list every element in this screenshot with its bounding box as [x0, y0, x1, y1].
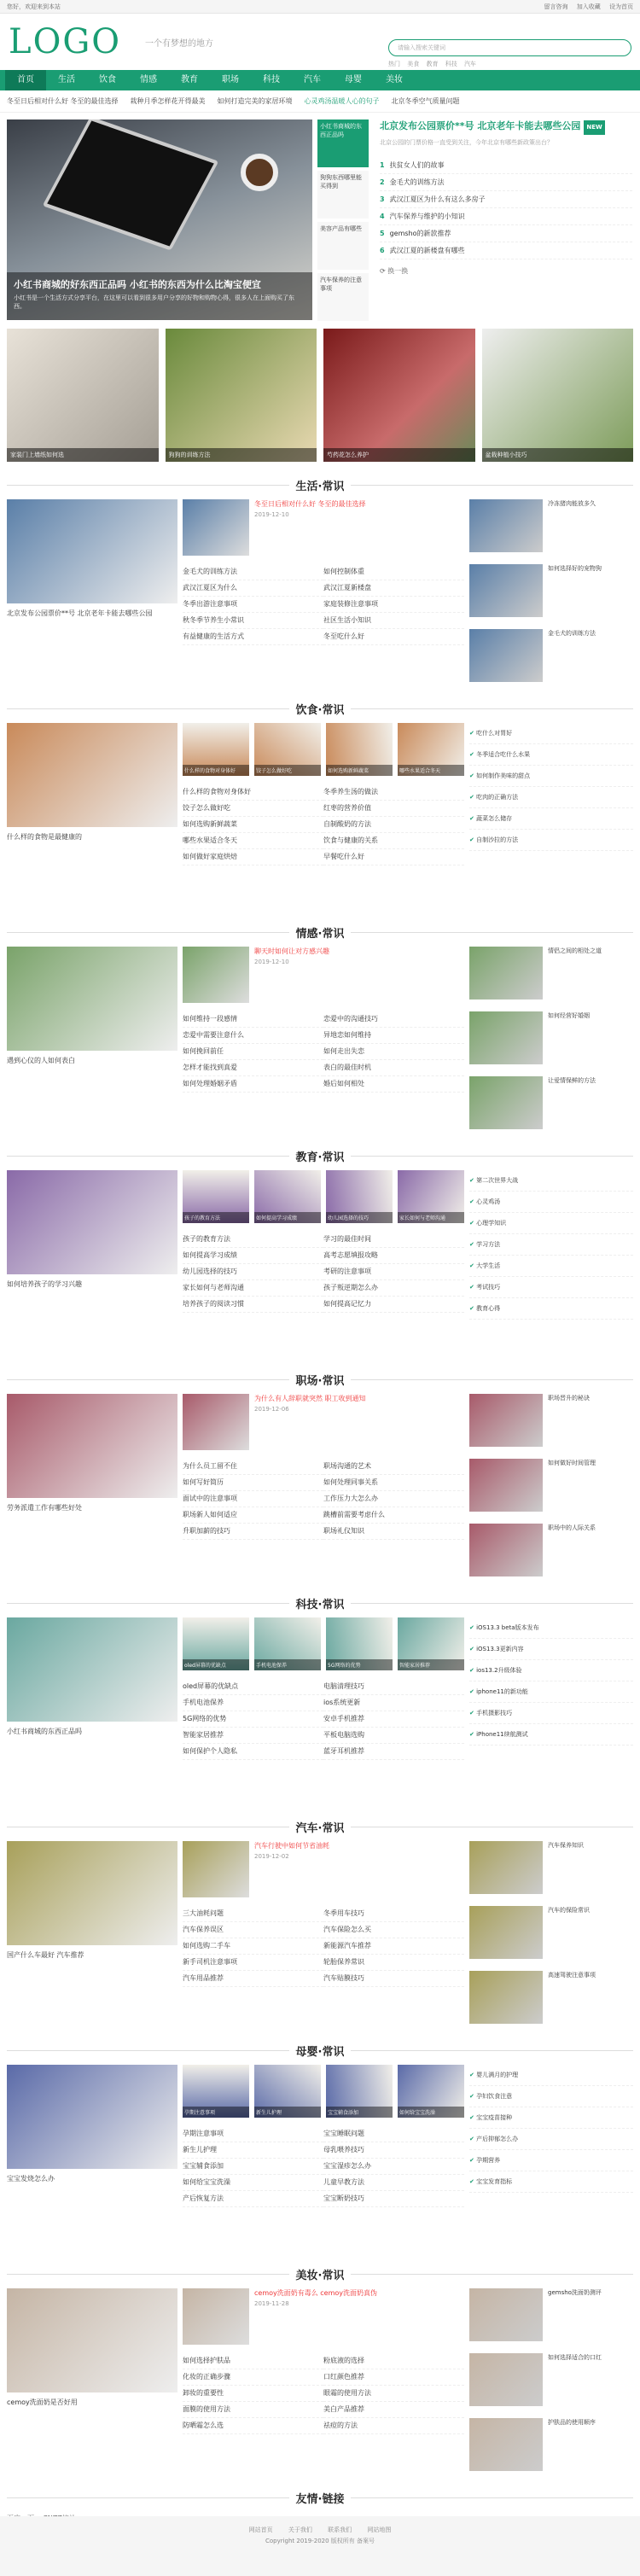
list-item[interactable]: 自制酸奶的方法: [323, 817, 464, 833]
list-item[interactable]: 如何保护个人隐私: [183, 1744, 323, 1760]
list-item[interactable]: 冬季养生汤的做法: [323, 784, 464, 801]
grid-image[interactable]: 新生儿护理: [254, 2065, 321, 2118]
list-item[interactable]: 安卓手机推荐: [323, 1711, 464, 1728]
list-item[interactable]: ✔ iphone11的新功能: [469, 1681, 633, 1703]
list-item[interactable]: ✔ 自制沙拉的方法: [469, 830, 633, 851]
list-item[interactable]: ✔ 孕妇饮食注意: [469, 2086, 633, 2107]
grid-image[interactable]: 智能家居推荐: [398, 1617, 464, 1670]
header: [0, 14, 640, 70]
list-item[interactable]: 如何选购新鲜蔬菜: [183, 817, 323, 833]
nav-item[interactable]: 生活: [58, 75, 75, 85]
side-item[interactable]: 汽车保养的注意事项: [317, 273, 369, 321]
section-main: [183, 1841, 464, 1987]
list-item[interactable]: 化妆的正确步骤: [183, 2369, 323, 2386]
list-item[interactable]: 如何给宝宝洗澡: [183, 2175, 323, 2191]
list-item[interactable]: ✔ 宝宝疫苗接种: [469, 2107, 633, 2129]
list-item[interactable]: 孩子叛逆期怎么办: [323, 1280, 464, 1297]
section-block: [0, 1394, 640, 1588]
side-card[interactable]: 冷冻猪肉能放多久: [469, 499, 633, 559]
hot-keyword[interactable]: 教育: [426, 61, 439, 67]
site-subtitle: 一个有梦想的地方: [145, 39, 213, 49]
list-item[interactable]: ✔ 如何制作美味的甜点: [469, 766, 633, 787]
section-side: [469, 499, 633, 694]
list-item[interactable]: 哪些水果适合冬天: [183, 833, 323, 849]
list-item[interactable]: 怎样才能找到真爱: [183, 1060, 323, 1076]
footer-link[interactable]: 关于我们: [288, 2526, 312, 2533]
list-item[interactable]: ✔ 蔬菜怎么储存: [469, 808, 633, 830]
headline-title[interactable]: 北京发布公园票价**号 北京老年卡能去哪些公园: [380, 120, 581, 131]
section-block: [0, 947, 640, 1141]
section-title: 母婴·常识: [0, 2041, 640, 2060]
section-main: [183, 1394, 464, 1540]
grid-image[interactable]: 如何给宝宝洗澡: [398, 2065, 464, 2118]
refresh-button[interactable]: ⟳ 换一换: [380, 267, 409, 275]
list-item[interactable]: 5 gemsho的新款推荐: [380, 225, 632, 242]
list-item[interactable]: 卸妆的重要性: [183, 2386, 323, 2402]
section-side: [469, 2065, 633, 2193]
section-block: [0, 1617, 640, 1812]
article-list: [183, 1232, 323, 1313]
list-item[interactable]: ✔ 吃什么对胃好: [469, 723, 633, 744]
copyright: Copyright 2019-2020 版权所有 备案号: [265, 2538, 375, 2544]
ticker-item[interactable]: 北京冬季空气质量问题: [391, 97, 460, 105]
list-item[interactable]: ✔ iPhone11续航测试: [469, 1724, 633, 1746]
list-item[interactable]: 红枣的营养价值: [323, 801, 464, 817]
section-side: [469, 1170, 633, 1320]
list-item[interactable]: ✔ 第二次世界大战: [469, 1170, 633, 1192]
list-item[interactable]: 培养孩子的阅读习惯: [183, 1297, 323, 1313]
side-card[interactable]: 职场中的人际关系: [469, 1524, 633, 1583]
side-card[interactable]: 职场晋升的秘诀: [469, 1394, 633, 1454]
lead-card[interactable]: 如何培养孩子的学习兴趣: [7, 1170, 177, 1289]
article-list: [323, 1232, 464, 1313]
list-item[interactable]: 新生儿护理: [183, 2142, 323, 2159]
banner-desc: 小红书是一个生活方式分享平台，在这里可以看到很多用户分享的好物和购物心得，很多人在上面购买了东西。: [14, 294, 294, 310]
list-item[interactable]: 3 武汉江夏区为什么有这么多房子: [380, 191, 632, 208]
section-title: 饮食·常识: [0, 699, 640, 718]
section-main: [183, 1617, 464, 1760]
list-item[interactable]: 三大油耗问题: [183, 1906, 323, 1922]
lead-card[interactable]: 小红书商城的东西正品吗: [7, 1617, 177, 1736]
headline-list: [380, 157, 632, 259]
section-block: [0, 499, 640, 694]
list-item[interactable]: 工作压力大怎么办: [323, 1491, 464, 1507]
list-item[interactable]: 轮胎保养常识: [323, 1955, 464, 1971]
section-side: [469, 1617, 633, 1746]
banner: [0, 119, 640, 320]
hot-keyword[interactable]: 热门: [388, 61, 400, 67]
nav-item[interactable]: 饮食: [99, 75, 116, 85]
list-item[interactable]: 异地恋如何维持: [323, 1028, 464, 1044]
list-item[interactable]: 母乳喂养技巧: [323, 2142, 464, 2159]
list-item[interactable]: 学习的最佳时间: [323, 1232, 464, 1248]
ticker-item[interactable]: 栽种月季怎样花开得最美: [130, 97, 206, 105]
section-title: 汽车·常识: [0, 1817, 640, 1836]
list-item[interactable]: 眼霜的使用方法: [323, 2386, 464, 2402]
section-title: 情感·常识: [0, 923, 640, 941]
footer-link[interactable]: 网站首页: [248, 2526, 273, 2533]
list-item[interactable]: ✔ 学习方法: [469, 1234, 633, 1256]
section-main: [183, 499, 464, 645]
list-item[interactable]: ✔ 考试技巧: [469, 1277, 633, 1298]
list-item[interactable]: 1 扶贫女人们的故事: [380, 157, 632, 174]
section-main: [183, 1170, 464, 1313]
list-item[interactable]: 如何选购二手车: [183, 1938, 323, 1955]
grid-image[interactable]: 5G网络的优势: [326, 1617, 393, 1670]
list-item[interactable]: 新能源汽车推荐: [323, 1938, 464, 1955]
list-item[interactable]: 如何处理婚姻矛盾: [183, 1076, 323, 1093]
list-item[interactable]: ios系统更新: [323, 1695, 464, 1711]
list-item[interactable]: 金毛犬的训练方法: [183, 564, 323, 580]
list-item[interactable]: 如何选择护肤品: [183, 2353, 323, 2369]
list-item[interactable]: 考研的注意事项: [323, 1264, 464, 1280]
feature-item[interactable]: cemoy洗面奶有毒么 cemoy洗面奶真伪 2019-11-28: [183, 2288, 464, 2345]
section-title: 美妆·常识: [0, 2264, 640, 2283]
lead-card[interactable]: 国产什么车最好 汽车推荐: [7, 1841, 177, 1960]
main-nav: [0, 70, 640, 90]
section-block: [0, 1841, 640, 2036]
image-grid: [183, 1617, 464, 1670]
laptop-image: [43, 119, 219, 251]
list-item[interactable]: 宝宝睡眠问题: [323, 2126, 464, 2142]
welcome-text: 您好，欢迎来到本站: [7, 3, 61, 10]
side-card[interactable]: 护肤品的使用顺序: [469, 2418, 633, 2478]
section-side: [469, 1394, 633, 1588]
grid-image[interactable]: 孩子的教育方法: [183, 1170, 249, 1223]
list-item[interactable]: 蓝牙耳机推荐: [323, 1744, 464, 1760]
grid-image[interactable]: 如何提高学习成绩: [254, 1170, 321, 1223]
article-list: [183, 784, 323, 865]
feature-item[interactable]: 冬至日后相对什么好 冬至的最佳选择 2019-12-10: [183, 499, 464, 556]
footer-link[interactable]: 网站地图: [367, 2526, 392, 2533]
section-title: 教育·常识: [0, 1146, 640, 1165]
headline-panel: [380, 119, 632, 276]
list-item[interactable]: ✔ 孕期营养: [469, 2150, 633, 2171]
list-item[interactable]: 粉底液的选择: [323, 2353, 464, 2369]
list-item[interactable]: 职场礼仪知识: [323, 1524, 464, 1540]
ticker-item[interactable]: 冬至日后相对什么好 冬至的最佳选择: [7, 97, 119, 105]
section-block: [0, 723, 640, 918]
list-item[interactable]: 如何走出失恋: [323, 1044, 464, 1060]
thumb-row: [0, 320, 640, 470]
article-list: [323, 784, 464, 865]
article-list: [323, 1906, 464, 1987]
nav-item-home[interactable]: 首页: [5, 70, 46, 90]
list-item[interactable]: 口红颜色推荐: [323, 2369, 464, 2386]
list-item[interactable]: ✔ 产后抑郁怎么办: [469, 2129, 633, 2150]
section-title: 科技·常识: [0, 1594, 640, 1612]
side-card[interactable]: 如何选择好的宠物狗: [469, 564, 633, 624]
list-item[interactable]: 汽车保养误区: [183, 1922, 323, 1938]
nav-item[interactable]: 职场: [222, 75, 239, 85]
article-list: [183, 564, 323, 645]
article-list: [183, 1459, 323, 1540]
list-item[interactable]: ✔ 心理学知识: [469, 1213, 633, 1234]
list-item[interactable]: 5G网络的优势: [183, 1711, 323, 1728]
list-item[interactable]: 平板电脑选购: [323, 1728, 464, 1744]
side-item[interactable]: 狗狗东西哪里能买得到: [317, 171, 369, 219]
footer-link[interactable]: 联系我们: [328, 2526, 352, 2533]
lead-card[interactable]: 宝宝发烧怎么办: [7, 2065, 177, 2183]
list-item[interactable]: ✔ 心灵鸡汤: [469, 1192, 633, 1213]
grid-image[interactable]: 哪些水果适合冬天: [398, 723, 464, 776]
list-item[interactable]: ✔ 婴儿满月的护理: [469, 2065, 633, 2086]
nav-item[interactable]: 母婴: [345, 75, 362, 85]
list-item[interactable]: 升职加薪的技巧: [183, 1524, 323, 1540]
side-card[interactable]: 情侣之间的相处之道: [469, 947, 633, 1006]
list-item[interactable]: 如何提高学习成绩: [183, 1248, 323, 1264]
list-item[interactable]: 孩子的教育方法: [183, 1232, 323, 1248]
list-item[interactable]: 武汉江夏新楼盘: [323, 580, 464, 597]
side-card[interactable]: 如何经营好婚姻: [469, 1011, 633, 1071]
thumb-card[interactable]: 家装门上墙纸如何选: [7, 329, 159, 462]
side-item[interactable]: 小红书商城的东西正品吗: [317, 119, 369, 167]
list-item[interactable]: 恋爱中的沟通技巧: [323, 1011, 464, 1028]
ticker-item[interactable]: 心灵鸡汤温暖人心的句子: [304, 97, 380, 105]
list-item[interactable]: oled屏幕的优缺点: [183, 1679, 323, 1695]
hot-keywords: [388, 60, 481, 68]
article-list: [183, 2353, 323, 2434]
section-side: [469, 723, 633, 851]
side-card[interactable]: 汽车的保险常识: [469, 1906, 633, 1966]
banner-image[interactable]: [7, 119, 312, 320]
lead-card[interactable]: 北京发布公园票价**号 北京老年卡能去哪些公园: [7, 499, 177, 618]
grid-image[interactable]: 家长如何与老师沟通: [398, 1170, 464, 1223]
article-list: [323, 2126, 464, 2207]
list-item[interactable]: 秋冬季节养生小常识: [183, 613, 323, 629]
grid-image[interactable]: 如何选购新鲜蔬菜: [326, 723, 393, 776]
list-item[interactable]: 智能家居推荐: [183, 1728, 323, 1744]
feature-item[interactable]: 为什么有人辞职就突然 职工收到通知 2019-12-06: [183, 1394, 464, 1450]
list-item[interactable]: ✔ 宝宝发育指标: [469, 2171, 633, 2193]
list-item[interactable]: 饮食与健康的关系: [323, 833, 464, 849]
article-list: [183, 2126, 323, 2207]
side-card[interactable]: 汽车保养知识: [469, 1841, 633, 1901]
nav-item[interactable]: 科技: [263, 75, 280, 85]
list-item[interactable]: 2 金毛犬的训练方法: [380, 174, 632, 191]
coffee-image: [241, 154, 278, 191]
list-item[interactable]: 冬季用车技巧: [323, 1906, 464, 1922]
article-list: [323, 2353, 464, 2434]
section-side: [469, 2288, 633, 2483]
list-item[interactable]: 如何写好简历: [183, 1475, 323, 1491]
list-item[interactable]: 如何做好家庭烘焙: [183, 849, 323, 865]
side-card[interactable]: gemsho洗面奶测评: [469, 2288, 633, 2348]
grid-image[interactable]: 宝宝辅食添加: [326, 2065, 393, 2118]
section-block: [0, 2288, 640, 2483]
grid-image[interactable]: 幼儿园选择的技巧: [326, 1170, 393, 1223]
list-item[interactable]: 为什么员工留不住: [183, 1459, 323, 1475]
list-item[interactable]: 武汉江夏区为什么: [183, 580, 323, 597]
list-item[interactable]: ✔ 教育心得: [469, 1298, 633, 1320]
list-item[interactable]: 跳槽前需要考虑什么: [323, 1507, 464, 1524]
friends-title: 友情·链接: [0, 2488, 640, 2507]
section-block: [0, 2065, 640, 2259]
list-item[interactable]: 6 武汉江夏的新楼盘有哪些: [380, 242, 632, 259]
list-item[interactable]: 防晒霜怎么选: [183, 2418, 323, 2434]
list-item[interactable]: 职场沟通的艺术: [323, 1459, 464, 1475]
side-card[interactable]: 如何选择适合的口红: [469, 2353, 633, 2413]
lead-card[interactable]: 遇到心仪的人如何表白: [7, 947, 177, 1065]
list-item[interactable]: ✔ 手机摄影技巧: [469, 1703, 633, 1724]
headline-desc: 北京公园的门票价格一直受到关注，今年北京有哪些新政策出台？: [380, 139, 553, 146]
list-item[interactable]: 汽车保险怎么买: [323, 1922, 464, 1938]
banner-caption: [7, 272, 312, 320]
banner-side: [317, 119, 369, 324]
list-item[interactable]: 冬季出游注意事项: [183, 597, 323, 613]
top-link[interactable]: 留言咨询: [544, 3, 568, 10]
list-item[interactable]: 美白产品推荐: [323, 2402, 464, 2418]
side-card[interactable]: 如何做好时间管理: [469, 1459, 633, 1518]
list-item[interactable]: 电脑清理技巧: [323, 1679, 464, 1695]
list-item[interactable]: 如何处理同事关系: [323, 1475, 464, 1491]
article-list: [323, 564, 464, 645]
list-item[interactable]: 孕期注意事项: [183, 2126, 323, 2142]
top-bar: [0, 0, 640, 14]
section-main: [183, 723, 464, 865]
lead-card[interactable]: 劳务派遣工作有哪些好处: [7, 1394, 177, 1512]
image-grid: [183, 1170, 464, 1223]
thumb-card[interactable]: 芍药花怎么养护: [323, 329, 475, 462]
list-item[interactable]: 幼儿园选择的技巧: [183, 1264, 323, 1280]
list-item[interactable]: 手机电池保养: [183, 1695, 323, 1711]
list-item[interactable]: 汽车贴膜技巧: [323, 1971, 464, 1987]
search-input[interactable]: 请输入搜索关键词: [388, 39, 631, 56]
news-ticker: [0, 90, 640, 113]
section-main: [183, 947, 464, 1093]
list-item[interactable]: ✔ 吃肉的正确方法: [469, 787, 633, 808]
section-block: [0, 1170, 640, 1365]
logo[interactable]: LOGO: [9, 22, 122, 61]
banner-title[interactable]: 小红书商城的好东西正品吗 小红书的东西为什么比淘宝便宜: [14, 279, 261, 290]
feature-item[interactable]: 汽车行驶中如何节省油耗 2019-12-02: [183, 1841, 464, 1897]
list-item[interactable]: ✔ 大学生活: [469, 1256, 633, 1277]
list-item[interactable]: 恋爱中需要注意什么: [183, 1028, 323, 1044]
list-item[interactable]: 产后恢复方法: [183, 2191, 323, 2207]
article-list: [323, 1459, 464, 1540]
list-item[interactable]: ✔ iOS13.3 beta版本发布: [469, 1617, 633, 1639]
list-item[interactable]: 什么样的食物对身体好: [183, 784, 323, 801]
new-badge: NEW: [584, 120, 604, 135]
list-item[interactable]: 冬至吃什么好: [323, 629, 464, 645]
thumb-card[interactable]: 盆栽种植小技巧: [482, 329, 634, 462]
section-main: [183, 2065, 464, 2207]
lead-card[interactable]: 什么样的食物是最健康的: [7, 723, 177, 842]
list-item[interactable]: 如何挽回前任: [183, 1044, 323, 1060]
list-item[interactable]: 家长如何与老师沟通: [183, 1280, 323, 1297]
ticker-item[interactable]: 如何打造完美的家居环境: [217, 97, 293, 105]
feature-item[interactable]: 聊天时如何让对方感兴趣 2019-12-10: [183, 947, 464, 1003]
grid-image[interactable]: 什么样的食物对身体好: [183, 723, 249, 776]
grid-image[interactable]: 孕期注意事项: [183, 2065, 249, 2118]
footer: [0, 2516, 640, 2576]
list-item[interactable]: 新手司机注意事项: [183, 1955, 323, 1971]
list-item[interactable]: 4 汽车保养与维护的小知识: [380, 208, 632, 225]
image-grid: [183, 2065, 464, 2118]
article-list: [183, 1679, 323, 1760]
list-item[interactable]: ✔ iOS13.3更新内容: [469, 1639, 633, 1660]
hot-keyword[interactable]: 汽车: [463, 61, 476, 67]
hot-keyword[interactable]: 科技: [445, 61, 457, 67]
nav-item[interactable]: 美妆: [386, 75, 403, 85]
section-side: [469, 947, 633, 1141]
article-list: [183, 1011, 323, 1093]
nav-item[interactable]: 汽车: [304, 75, 321, 85]
grid-image[interactable]: oled屏幕的优缺点: [183, 1617, 249, 1670]
side-item[interactable]: 美容产品有哪些: [317, 222, 369, 270]
grid-image[interactable]: 手机电池保养: [254, 1617, 321, 1670]
list-item[interactable]: 饺子怎么做好吃: [183, 801, 323, 817]
grid-image[interactable]: 饺子怎么做好吃: [254, 723, 321, 776]
section-title: 生活·常识: [0, 475, 640, 494]
side-card[interactable]: 金毛犬的训练方法: [469, 629, 633, 689]
section-title: 职场·常识: [0, 1370, 640, 1389]
thumb-card[interactable]: 狗狗的训练方法: [166, 329, 317, 462]
top-link[interactable]: 设为首页: [609, 3, 633, 10]
section-side: [469, 1841, 633, 2036]
list-item[interactable]: 如何控制体重: [323, 564, 464, 580]
list-item[interactable]: 婚后如何相处: [323, 1076, 464, 1093]
nav-item[interactable]: 情感: [140, 75, 157, 85]
list-item[interactable]: 职场新人如何适应: [183, 1507, 323, 1524]
list-item[interactable]: ✔ 冬季适合吃什么水果: [469, 744, 633, 766]
list-item[interactable]: 家庭装修注意事项: [323, 597, 464, 613]
article-list: [323, 1679, 464, 1760]
side-card[interactable]: 高速驾驶注意事项: [469, 1971, 633, 2031]
top-link[interactable]: 加入收藏: [576, 3, 601, 10]
list-item[interactable]: 宝宝湿疹怎么办: [323, 2159, 464, 2175]
list-item[interactable]: 面膜的使用方法: [183, 2402, 323, 2418]
list-item[interactable]: 社区生活小知识: [323, 613, 464, 629]
lead-card[interactable]: cemoy洗面奶是否好用: [7, 2288, 177, 2407]
side-card[interactable]: 让爱情保鲜的方法: [469, 1076, 633, 1136]
image-grid: [183, 723, 464, 776]
article-list: [183, 1906, 323, 1987]
section-main: [183, 2288, 464, 2434]
list-item[interactable]: 早餐吃什么好: [323, 849, 464, 865]
list-item[interactable]: 儿童早教方法: [323, 2175, 464, 2191]
article-list: [323, 1011, 464, 1093]
list-item[interactable]: 高考志愿填报攻略: [323, 1248, 464, 1264]
list-item[interactable]: 表白的最佳时机: [323, 1060, 464, 1076]
hot-keyword[interactable]: 美食: [407, 61, 420, 67]
list-item[interactable]: 有益健康的生活方式: [183, 629, 323, 645]
list-item[interactable]: 面试中的注意事项: [183, 1491, 323, 1507]
list-item[interactable]: 宝宝断奶技巧: [323, 2191, 464, 2207]
list-item[interactable]: 汽车用品推荐: [183, 1971, 323, 1987]
list-item[interactable]: 如何维持一段感情: [183, 1011, 323, 1028]
nav-item[interactable]: 教育: [181, 75, 198, 85]
list-item[interactable]: 宝宝辅食添加: [183, 2159, 323, 2175]
list-item[interactable]: 如何提高记忆力: [323, 1297, 464, 1313]
list-item[interactable]: ✔ ios13.2升级体验: [469, 1660, 633, 1681]
list-item[interactable]: 祛痘的方法: [323, 2418, 464, 2434]
